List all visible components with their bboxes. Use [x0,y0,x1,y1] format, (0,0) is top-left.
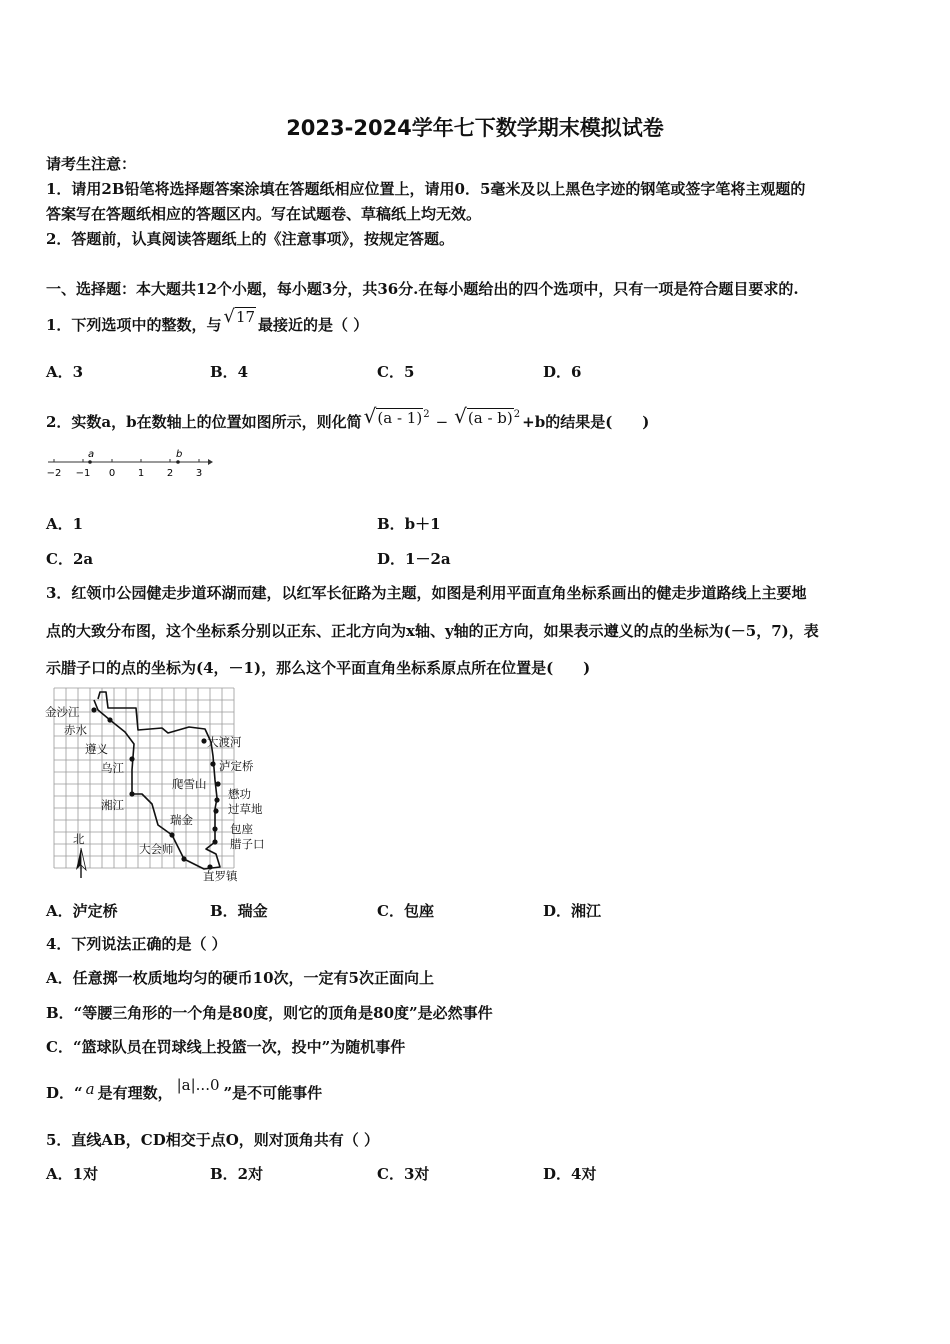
number-line-tick-labels [47,468,203,479]
point-b-marker [176,460,180,464]
label-guocaodi: 过草地 [228,802,263,816]
label-jinshajiang: 金沙江 [45,705,80,719]
tick-label-1: 1 [137,468,145,479]
q3-option-d[interactable]: D．湘江 [543,902,602,920]
label-zunyi: 遵义 [85,742,108,756]
q3-line-1: 3．红领巾公园健走步道环湖而建，以红军长征路为主题，如图是利用平面直角坐标系画出的健走步道路线上主要地 [46,584,807,602]
tick-label-3: 3 [195,468,203,479]
q4-option-a[interactable]: A．任意掷一枚质地均匀的硬币10次，一定有5次正面向上 [46,969,434,987]
label-daduhe: 大渡河 [207,735,242,749]
point-a-label: a [88,449,95,460]
q2-pre: 2．实数a，b在数轴上的位置如图所示，则化简 [46,413,362,431]
tick-label-neg1: −1 [75,468,91,479]
notice-line-1: 1．请用2B铅笔将选择题答案涂填在答题纸相应位置上，请用0．5毫米及以上黑色字迹的钢笔或签字笔将主观题的 [46,180,806,198]
q4-option-d[interactable] [46,1076,323,1103]
label-xiangjiang: 湘江 [101,798,124,812]
q4-d-post: ”是不可能事件 [223,1084,323,1102]
q4-d-pre: D．“ [46,1084,83,1102]
label-baozuo: 包座 [230,822,253,836]
q2-minus: − [435,413,449,431]
q2-exp1: 2 [423,409,430,420]
q2-exp2: 2 [513,409,521,420]
q2-rad1: (a - 1) [377,409,423,427]
q1-pre: 1．下列选项中的整数，与 [46,316,222,334]
notice-line-2: 答案写在答题纸相应的答题区内。写在试题卷、草稿纸上均无效。 [46,205,482,223]
tick-label-0: 0 [108,468,116,479]
label-zhiluozhen: 直罗镇 [203,869,238,883]
label-lazikou: 腊子口 [230,837,265,851]
q1-option-d[interactable]: D．6 [543,363,582,381]
q1-radicand: 17 [235,308,256,326]
q1-option-b[interactable]: B．4 [210,363,249,381]
label-ruijin: 瑞金 [170,813,193,827]
q5-option-a[interactable]: A．1对 [46,1165,99,1183]
tick-label-neg2: −2 [46,468,62,479]
long-march-map [44,684,278,886]
q5-option-c[interactable]: C．3对 [377,1165,430,1183]
sqrt-expression-2: √(a - b)$^2$ [454,404,521,428]
label-wujiang: 乌江 [101,761,124,775]
label-ludingqiao: 泸定桥 [219,759,254,773]
notice-line-3: 2．答题前，认真阅读答题纸上的《注意事项》，按规定答题。 [46,230,454,248]
point-b-label: b [176,449,183,460]
q3-option-a[interactable]: A．泸定桥 [46,902,118,920]
label-maogong: 懋功 [228,787,251,801]
number-line-figure [44,448,214,482]
q2-option-a[interactable]: A．1 [46,515,84,533]
section-heading: 一、选择题：本大题共12个小题，每小题3分，共36分.在每小题给出的四个选项中，只有一项是符合题目要求的. [46,280,799,298]
north-arrow-icon [76,848,86,878]
q3-option-c[interactable]: C．包座 [377,902,434,920]
sqrt-17: √17 [223,306,256,327]
question-2 [46,404,650,432]
q5-option-d[interactable]: D．4对 [543,1165,597,1183]
tick-label-2: 2 [166,468,174,479]
q3-line-2: 点的大致分布图，这个坐标系分别以正东、正北方向为x轴、y轴的正方向，如果表示遵义的点的坐标为(－5，7)，表 [46,622,819,640]
page-title: 2023-2024学年七下数学期末模拟试卷 [286,116,664,140]
q2-option-c[interactable]: C．2a [46,550,94,568]
q2-rad2: (a - b) [467,409,513,427]
q4-d-abs: |a|...0 [176,1076,220,1094]
q2-option-b[interactable]: B．b＋1 [377,515,441,533]
notice-heading: 请考生注意： [46,155,137,173]
question-4: 4．下列说法正确的是（ ） [46,935,227,953]
q5-option-b[interactable]: B．2对 [210,1165,264,1183]
point-a-marker [88,460,92,464]
q4-option-b[interactable]: B．“等腰三角形的一个角是80度，则它的顶角是80度”是必然事件 [46,1004,493,1022]
q3-line-3: 示腊子口的点的坐标为(4，－1)，那么这个平面直角坐标系原点所在位置是( ) [46,659,591,677]
question-1 [46,306,369,335]
q1-option-a[interactable]: A．3 [46,363,84,381]
q3-option-b[interactable]: B．瑞金 [210,902,268,920]
q4-d-var: a [85,1080,95,1098]
label-paxueshan: 爬雪山 [172,777,207,791]
arrow-right-icon [208,459,213,465]
q1-option-c[interactable]: C．5 [377,363,415,381]
question-5: 5．直线AB，CD相交于点O，则对顶角共有（ ） [46,1131,379,1149]
sqrt-expression-1: √(a - 1)$^2$ [363,404,430,428]
q4-d-mid: 是有理数， [97,1084,173,1102]
q1-post: 最接近的是（ ） [258,316,369,334]
q4-option-c[interactable]: C．“篮球队员在罚球线上投篮一次，投中”为随机事件 [46,1038,406,1056]
label-chishui: 赤水 [64,723,87,737]
label-north: 北 [73,832,85,846]
q2-post: +b的结果是( ) [522,413,650,431]
label-dahuishi: 大会师 [139,842,174,856]
q2-option-d[interactable]: D．1－2a [377,550,451,568]
